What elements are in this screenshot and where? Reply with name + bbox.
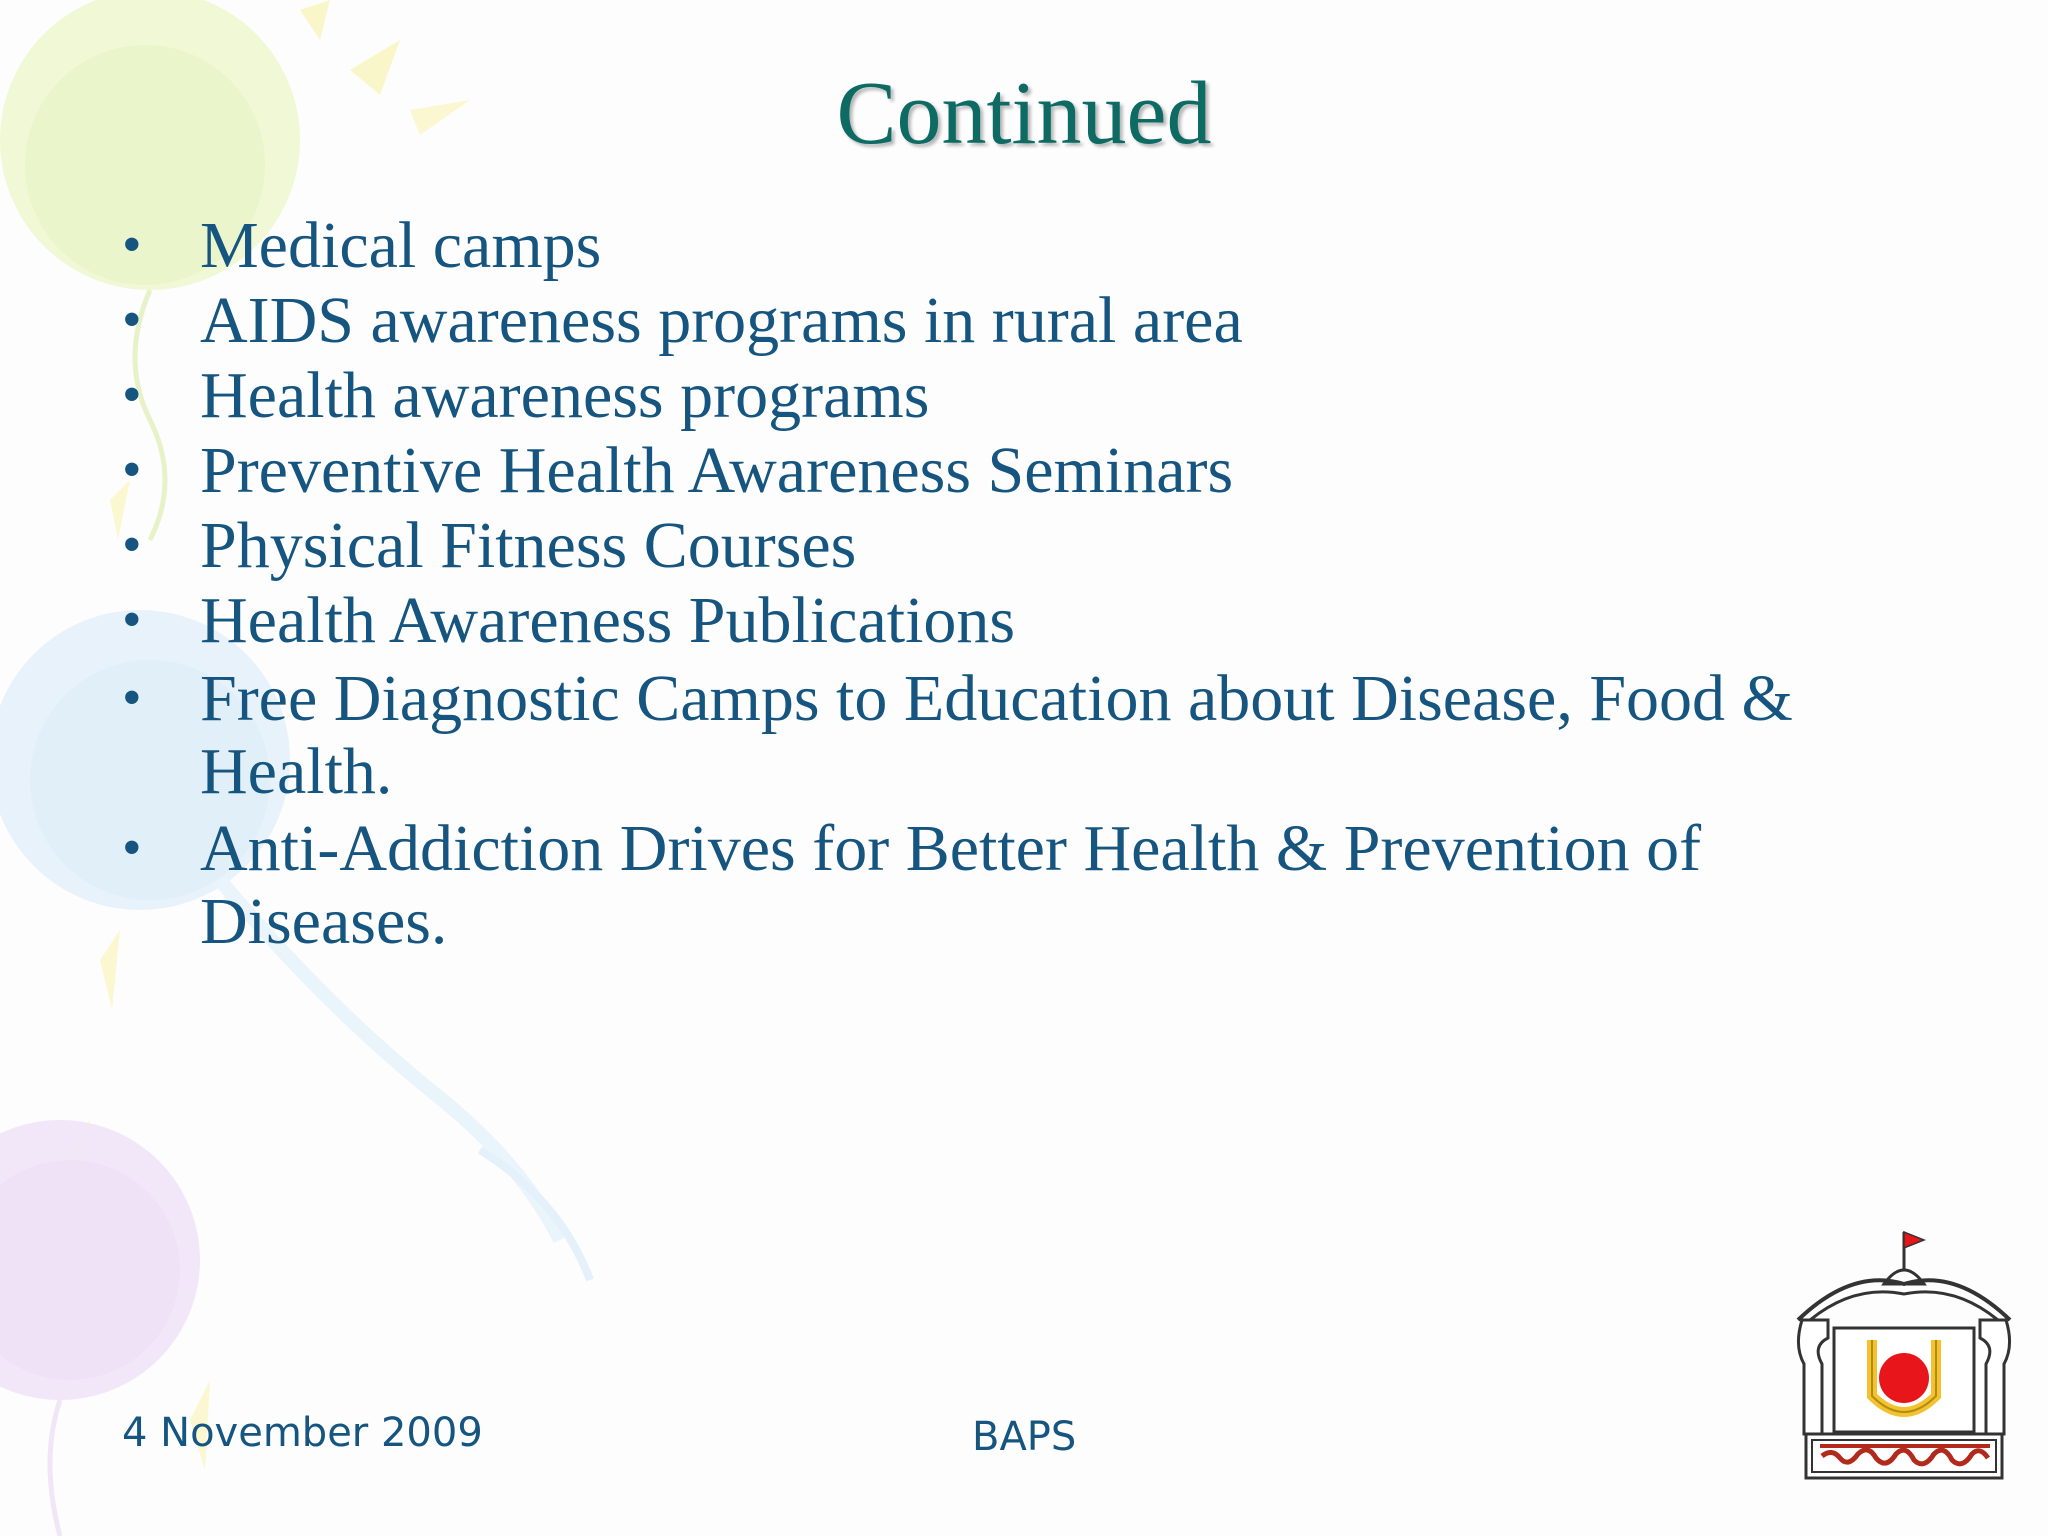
bullet-icon: • [122,214,142,276]
footer-org: BAPS [972,1414,1077,1460]
bullet-text: Health Awareness Publications [200,584,1016,657]
slide-title: Continued [836,64,1212,163]
bullet-item [0,283,1860,358]
bullet-icon: • [122,589,142,651]
bullet-text: Physical Fitness Courses [200,509,857,582]
bullet-icon: • [122,439,142,501]
bullet-icon: • [122,667,142,729]
bullet-item [0,208,1860,283]
bullet-list [0,208,1860,958]
bullet-item [0,583,1860,658]
footer-date: 4 November 2009 [122,1410,483,1456]
bullet-icon: • [122,364,142,426]
baps-swaminarayan-emblem-icon [1792,1228,2016,1486]
bullet-icon: • [122,817,142,879]
bullet-item [0,812,1860,958]
bullet-text: Anti-Addiction Drives for Better Health & Prevention of Diseases. [200,812,1702,958]
yellow-ray-shape [300,0,330,40]
bullet-text: Medical camps [200,209,602,282]
bullet-item [0,358,1860,433]
bullet-text: Preventive Health Awareness Seminars [200,434,1234,507]
bullet-text: Health awareness programs [200,359,930,432]
bullet-text: AIDS awareness programs in rural area [200,284,1243,357]
bullet-item [0,508,1860,583]
bullet-item [0,662,1860,808]
red-dot-shape [1879,1353,1929,1403]
bullet-item [0,433,1860,508]
bullet-icon: • [122,514,142,576]
bullet-icon: • [122,289,142,351]
bullet-text: Free Diagnostic Camps to Education about Disease, Food & Health. [200,662,1793,808]
